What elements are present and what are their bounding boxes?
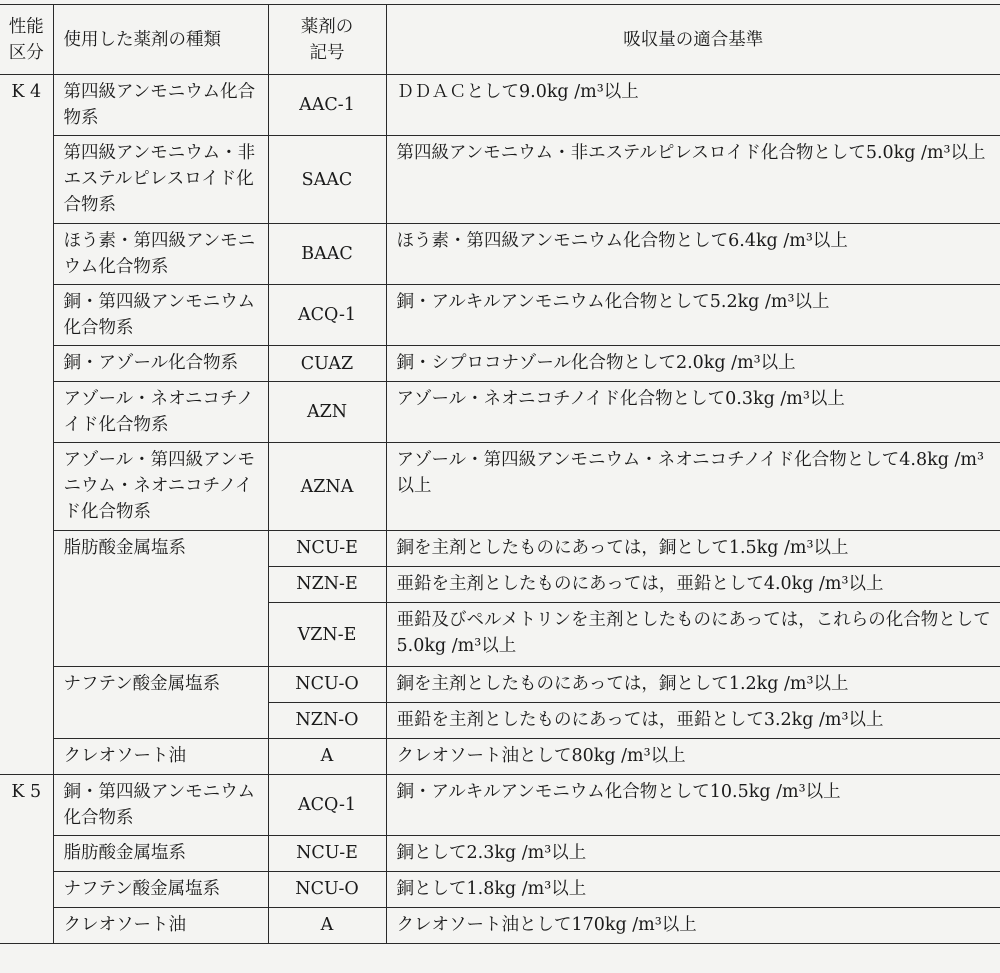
table-row	[0, 443, 1000, 531]
criteria-cell: 銅を主剤としたものにあっては，銅として1.2kg /m³以上	[386, 667, 1000, 703]
header-agent: 使用した薬剤の種類	[53, 5, 268, 75]
symbol-cell: CUAZ	[268, 346, 386, 382]
symbol-cell: NCU-O	[268, 872, 386, 908]
header-symbol-line2: 記号	[309, 42, 345, 63]
criteria-cell: 銅・シプロコナゾール化合物として2.0kg /m³以上	[386, 346, 1000, 382]
criteria-cell: クレオソート油として170kg /m³以上	[386, 908, 1000, 944]
criteria-cell: クレオソート油として80kg /m³以上	[386, 739, 1000, 775]
table-row	[0, 346, 1000, 382]
class-k5: K 5	[0, 775, 53, 944]
symbol-cell: SAAC	[268, 136, 386, 224]
symbol-cell: A	[268, 908, 386, 944]
header-class-line1: 性能	[8, 16, 44, 37]
table-row	[0, 382, 1000, 443]
symbol-cell: AZNA	[268, 443, 386, 531]
class-k4: K 4	[0, 75, 53, 775]
symbol-cell: ACQ-1	[268, 775, 386, 836]
agent-cell: 第四級アンモニウム化合物系	[53, 75, 268, 136]
criteria-cell: 銅を主剤としたものにあっては，銅として1.5kg /m³以上	[386, 531, 1000, 567]
symbol-cell: BAAC	[268, 224, 386, 285]
table-row	[0, 75, 1000, 136]
symbol-cell: VZN-E	[268, 603, 386, 667]
symbol-cell: ACQ-1	[268, 285, 386, 346]
criteria-cell: 銅・アルキルアンモニウム化合物として5.2kg /m³以上	[386, 285, 1000, 346]
criteria-cell: 亜鉛を主剤としたものにあっては，亜鉛として3.2kg /m³以上	[386, 703, 1000, 739]
agent-cell: アゾール・ネオニコチノイド化合物系	[53, 382, 268, 443]
symbol-cell: NZN-O	[268, 703, 386, 739]
symbol-cell: AAC-1	[268, 75, 386, 136]
agent-cell: 脂肪酸金属塩系	[53, 531, 268, 667]
criteria-cell: アゾール・ネオニコチノイド化合物として0.3kg /m³以上	[386, 382, 1000, 443]
agent-cell: 第四級アンモニウム・非エステルピレスロイド化合物系	[53, 136, 268, 224]
criteria-cell: 銅・アルキルアンモニウム化合物として10.5kg /m³以上	[386, 775, 1000, 836]
symbol-cell: NCU-E	[268, 531, 386, 567]
agent-cell: クレオソート油	[53, 739, 268, 775]
table-row	[0, 285, 1000, 346]
criteria-cell: 亜鉛を主剤としたものにあっては，亜鉛として4.0kg /m³以上	[386, 567, 1000, 603]
agent-cell: ナフテン酸金属塩系	[53, 667, 268, 739]
header-criteria: 吸収量の適合基準	[386, 5, 1000, 75]
criteria-cell: 第四級アンモニウム・非エステルピレスロイド化合物として5.0kg /m³以上	[386, 136, 1000, 224]
symbol-cell: AZN	[268, 382, 386, 443]
symbol-cell: NZN-E	[268, 567, 386, 603]
header-symbol-line1: 薬剤の	[300, 16, 354, 37]
agent-cell: ほう素・第四級アンモニウム化合物系	[53, 224, 268, 285]
agent-cell: 銅・第四級アンモニウム化合物系	[53, 775, 268, 836]
table-row	[0, 836, 1000, 872]
header-class	[0, 5, 53, 75]
agent-cell: 銅・第四級アンモニウム化合物系	[53, 285, 268, 346]
symbol-cell: A	[268, 739, 386, 775]
criteria-cell: 銅として2.3kg /m³以上	[386, 836, 1000, 872]
criteria-cell: アゾール・第四級アンモニウム・ネオニコチノイド化合物として4.8kg /m³以上	[386, 443, 1000, 531]
criteria-cell: ほう素・第四級アンモニウム化合物として6.4kg /m³以上	[386, 224, 1000, 285]
header-row	[0, 5, 1000, 75]
agent-cell: 銅・アゾール化合物系	[53, 346, 268, 382]
table-row	[0, 739, 1000, 775]
table-row	[0, 775, 1000, 836]
agent-cell: ナフテン酸金属塩系	[53, 872, 268, 908]
agent-cell: アゾール・第四級アンモニウム・ネオニコチノイド化合物系	[53, 443, 268, 531]
table-row	[0, 872, 1000, 908]
criteria-cell: ＤＤＡＣとして9.0kg /m³以上	[386, 75, 1000, 136]
agent-cell: 脂肪酸金属塩系	[53, 836, 268, 872]
symbol-cell: NCU-E	[268, 836, 386, 872]
header-class-line2: 区分	[8, 42, 44, 63]
preservative-criteria-table	[0, 4, 1000, 944]
table-row	[0, 224, 1000, 285]
symbol-cell: NCU-O	[268, 667, 386, 703]
criteria-cell: 銅として1.8kg /m³以上	[386, 872, 1000, 908]
table-row	[0, 136, 1000, 224]
header-symbol	[268, 5, 386, 75]
table-row	[0, 908, 1000, 944]
table-row	[0, 667, 1000, 703]
agent-cell: クレオソート油	[53, 908, 268, 944]
criteria-cell: 亜鉛及びペルメトリンを主剤としたものにあっては，これらの化合物として5.0kg /m³以上	[386, 603, 1000, 667]
table-row	[0, 531, 1000, 567]
